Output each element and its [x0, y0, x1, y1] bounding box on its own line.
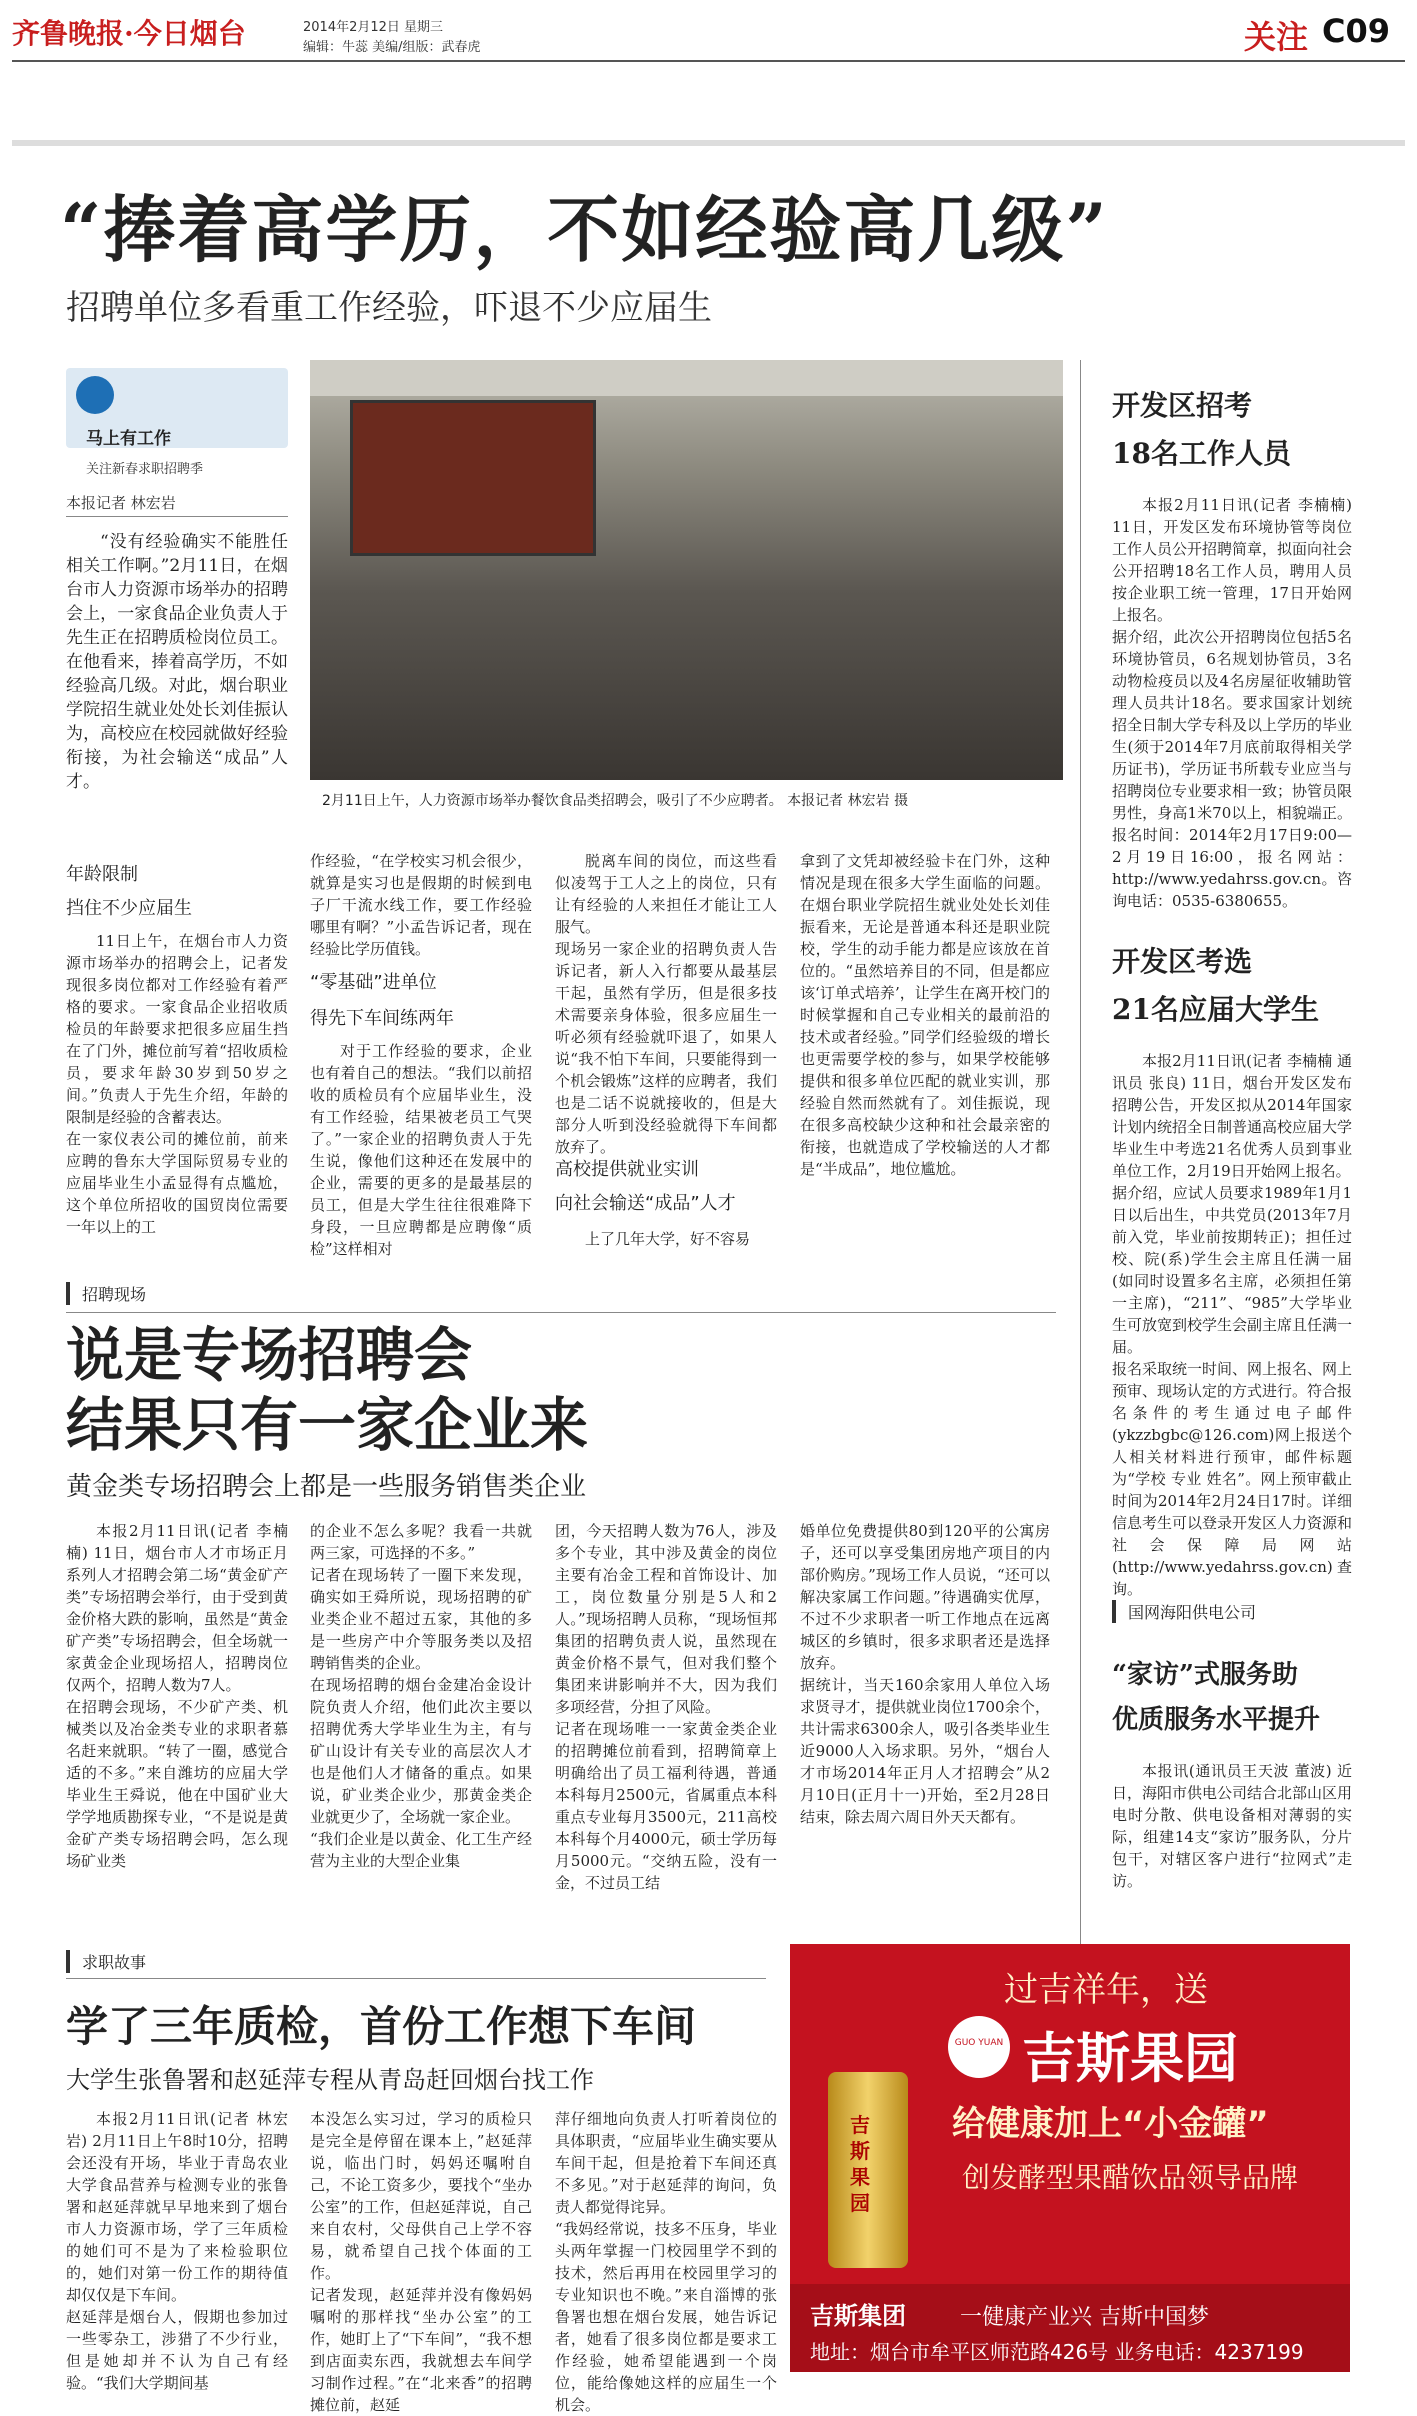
issue-date: 2014年2月12日 星期三	[303, 20, 444, 35]
newspaper-logo: 齐鲁晚报·今日烟台	[12, 17, 246, 50]
body-column-3b: 上了几年大学，好不容易	[585, 1230, 751, 1248]
subhead-zero-line2: 得先下车间练两年	[310, 1008, 454, 1029]
subhead-zero-base	[310, 968, 454, 1030]
section2-headline-line1: 说是专场招聘会	[66, 1321, 473, 1389]
section3-column-3: 萍仔细地向负责人打听着岗位的具体职责，“应届毕业生确实要从车间干起，但是抢着下车间还真不多见。”对于赵延萍的询问，负责人都觉得诧异。 “我妈经常说，技多不压身，毕业头两年掌握一门校园里学不到的技术，然后再用在校园里学习的专业知识也不晚。”来自淄博的张鲁署也想在烟台发展，她告诉记者，她看了很多岗位都是要求工作经验，她希望能遇到一个岗位，能给像她这样的应届生一个机会。	[555, 2110, 777, 2414]
subhead-zero-line1: “零基础”进单位	[310, 972, 437, 993]
header-rule	[12, 60, 1405, 62]
section2-tag-rule	[66, 1312, 1056, 1313]
ad-address: 地址：烟台市牟平区师范路426号 业务电话：4237199	[810, 2340, 1304, 2364]
subhead-age-limit	[66, 860, 192, 920]
body-column-2: 作经验，“在学校实习机会很少，就算是实习也是假期的时候到电子厂干流水线工作，要工作经验哪里有啊？”小孟告诉记者，现在经验比学历值钱。	[310, 852, 532, 958]
ad-top-text: 过吉祥年，送	[1004, 1970, 1208, 2010]
ad-brand-logo	[948, 2016, 1010, 2078]
job-fair-photo	[310, 360, 1063, 780]
right3-headline-line2: 优质服务水平提升	[1112, 1705, 1321, 1735]
ad-tagline: 创发酵型果醋饮品领导品牌	[962, 2161, 1299, 2194]
ad-logo-text: GUO YUAN	[954, 2038, 1004, 2048]
section3-column-2: 本没怎么实习过，学习的质检只是完全是停留在课本上，”赵延萍说，临出门时，妈妈还嘱咐自己，不论工资多少，要找个“坐办公室”的工作，但赵延萍说，自己来自农村，父母供自己上学不容易，就希望自己找个体面的工作。 记者发现，赵延萍并没有像妈妈嘱咐的那样找“坐办公室”的工作，她盯上了“下车间”，“我不想到店面卖东西，我就想去车间学习制作过程。”在“北来香”的招聘摊位前，赵延	[310, 2110, 532, 2414]
right3-tag: 国网海阳供电公司	[1112, 1600, 1256, 1623]
page-number: C09	[1322, 12, 1391, 50]
subhead-training	[555, 1155, 736, 1215]
photo-led-board	[350, 400, 596, 556]
section2-column-4: 婚单位免费提供80到120平的公寓房子，还可以享受集团房地产项目的内部价购房。”现场工作人员说，“还可以解决家属工作问题。”待遇确实优厚，不过不少求职者一听工作地点在远离城区的乡镇时，很多求职者还是选择放弃。 据统计，当天160余家用人单位入场求贤寻才，提供就业岗位1700余个，共计需求6300余人，吸引各类毕业生近9000人入场求职。另外，“烟台人才市场2014年正月人才招聘会”从2月10日(正月十一)开始，至2月28日结束，除去周六周日外天天都有。	[800, 1522, 1050, 1826]
right2-headline	[1112, 940, 1319, 1028]
editor-credits: 编辑：牛蕊 美编/组版：武春虎	[303, 40, 481, 55]
job-season-badge	[66, 368, 288, 448]
section2-tag: 招聘现场	[66, 1282, 146, 1305]
section2-headline	[66, 1320, 588, 1460]
section-name: 关注	[1244, 18, 1309, 56]
badge-title: 马上有工作	[86, 429, 171, 449]
right3-headline	[1112, 1654, 1320, 1736]
photo-ceiling	[310, 360, 1063, 396]
section3-headline: 学了三年质检，首份工作想下车间	[66, 2002, 697, 2051]
section2-column-3: 团，今天招聘人数为76人，涉及多个专业，其中涉及黄金的岗位主要有冶金工程和首饰设计、加工，岗位数量分别是5人和2人。”现场招聘人员称，“现场恒邦集团的招聘负责人说，虽然现在黄金价格不景气，但对我们整个集团来讲影响并不大，因为我们多项经营，分担了风险。 记者在现场唯一一家黄金类企业的招聘摊位前看到，招聘简章上明确给出了员工福利待遇，普通本科每月2500元，省属重点本科重点专业每月3500元，211高校本科每个月4000元，硕士学历每月5000元。“交纳五险，没有一金，不过员工结	[555, 1522, 777, 1892]
ad-can-label: 吉斯果园	[850, 2113, 870, 2215]
subhead-age-line2: 挡住不少应届生	[66, 898, 192, 919]
right3-headline-line1: “家访”式服务助	[1112, 1660, 1298, 1690]
right1-text: 本报2月11日讯(记者 李楠楠) 11日，开发区发布环境协管等岗位工作人员公开招聘简章，拟面向社会公开招聘18名工作人员，聘用人员按企业职工统一管理，17日开始网上报名。 据介绍，此次公开招聘岗位包括5名环境协管员，6名规划协管员，3名动物检疫员以及4名房屋征收辅助管理人员共计18名。要求国家计划统招全日制大学专科及以上学历的毕业生(须于2014年7月底前取得相关学历证书)，学历证书所载专业应当与招聘岗位专业要求相一致；协管员限男性，身高1米70以上，相貌端正。报名时间：2014年2月17日9:00—2月19日16:00，报名网站：http://www.yedahrss.gov.cn。咨询电话：0535-6380655。	[1112, 496, 1353, 910]
ad-group-name: 吉斯集团	[810, 2302, 906, 2330]
right-column-divider	[1080, 360, 1081, 2060]
right3-text: 本报讯(通讯员王天波 董波) 近日，海阳市供电公司结合北部山区用电时分散、供电设备相对薄弱的实际，组建14支“家访”服务队，分片包干，对辖区客户进行“拉网式”走访。	[1112, 1762, 1353, 1890]
ad-slogan: 给健康加上“小金罐”	[952, 2104, 1269, 2144]
main-headline: “捧着高学历，不如经验高几级”	[60, 187, 1109, 272]
section2-column-1: 本报2月11日讯(记者 李楠楠) 11日，烟台市人才市场正月系列人才招聘会第二场“黄金矿产类”专场招聘会举行，由于受到黄金价格大跌的影响，虽然是“黄金矿产类”专场招聘会，但全场就一家黄金企业现场招人，招聘岗位仅两个，招聘人数为7人。 在招聘会现场，不少矿产类、机械类以及冶金类专业的求职者慕名赶来就职。“转了一圈，感觉合适的不多。”来自潍坊的应届大学毕业生王舜说，他在中国矿业大学学地质勘探专业，“不是说是黄金矿产类专场招聘会吗，怎么现场矿业类	[66, 1522, 288, 1870]
header-shadow-rule	[12, 140, 1405, 146]
body-column-3: 脱离车间的岗位，而这些看似凌驾于工人之上的岗位，只有让有经验的人来担任才能让工人服气。 现场另一家企业的招聘负责人告诉记者，新人入行都要从最基层干起，虽然有学历，但是很多技术需要亲身体验，很多应届生一听必须有经验就吓退了，如果人说“我不怕下车间，只要能得到一个机会锻炼”这样的应聘者，我们也是二话不说就接收的，但是大部分人听到没经验就得下车间都放弃了。	[555, 852, 777, 1156]
section3-tag-rule	[66, 1978, 766, 1979]
section3-column-1: 本报2月11日讯(记者 林宏岩) 2月11日上午8时10分，招聘会还没有开场，毕业于青岛农业大学食品营养与检测专业的张鲁署和赵延萍就早早地来到了烟台市人力资源市场，学了三年质检的她们可不是为了来检验职位的，她们对第一份工作的期待值却仅仅是下车间。 赵延萍是烟台人，假期也参加过一些零杂工，涉猎了不少行业，但是她却并不认为自己有经验。“我们大学期间基	[66, 2110, 288, 2392]
right1-headline-line2: 18名工作人员	[1112, 437, 1291, 470]
lead-paragraph: “没有经验确实不能胜任相关工作啊。”2月11日，在烟台市人力资源市场举办的招聘会上，一家食品企业负责人于先生正在招聘质检岗位员工。在他看来，捧着高学历，不如经验高几级。对此，烟台职业学院招生就业处处长刘佳振认为，高校应在校园就做好经验衔接，为社会输送“成品”人才。	[66, 532, 288, 792]
lead-byline: 本报记者 林宏岩	[66, 494, 176, 512]
section3-subheadline: 大学生张鲁署和赵延萍专程从青岛赶回烟台找工作	[66, 2066, 594, 2094]
ad-motto: 一健康产业兴 吉斯中国梦	[960, 2305, 1209, 2330]
body-column-2b: 对于工作经验的要求，企业也有着自己的想法。“我们以前招收的质检员有个应届毕业生，没有工作经验，结果被老员工气哭了。”一家企业的招聘负责人于先生说，像他们这种还在发展中的企业，需要的更多的是最基层的员工，但是大学生往往很难降下身段，一旦应聘都是应聘像“质检”这样相对	[310, 1042, 532, 1258]
right1-headline-line1: 开发区招考	[1112, 389, 1253, 422]
advertisement[interactable]	[790, 1944, 1350, 2372]
body-column-1: 11日上午，在烟台市人力资源市场举办的招聘会上，记者发现很多岗位都对工作经验有着严格的要求。一家食品企业招收质检员的年龄要求把很多应届生挡在了门外，摊位前写着“招收质检员，要求年龄30岁到50岁之间。”负责人于先生介绍，年龄的限制是经验的含蓄表达。 在一家仪表公司的摊位前，前来应聘的鲁东大学国际贸易专业的应届毕业生小孟显得有点尴尬，这个单位所招收的国贸岗位需要一年以上的工	[66, 932, 288, 1236]
right2-headline-line2: 21名应届大学生	[1112, 993, 1319, 1026]
lead-divider	[66, 516, 288, 517]
ad-product-can	[828, 2072, 908, 2268]
person-icon	[76, 376, 114, 414]
ad-brand-name: 吉斯果园	[1022, 2027, 1238, 2090]
subhead-training-line1: 高校提供就业实训	[555, 1159, 699, 1180]
section2-subheadline: 黄金类专场招聘会上都是一些服务销售类企业	[66, 1472, 587, 1502]
section3-tag: 求职故事	[66, 1950, 146, 1973]
photo-caption: 2月11日上午，人力资源市场举办餐饮食品类招聘会，吸引了不少应聘者。 本报记者 林宏岩 摄	[322, 793, 909, 809]
section2-column-2: 的企业不怎么多呢？我看一共就两三家，可选择的不多。” 记者在现场转了一圈下来发现，确实如王舜所说，现场招聘的矿业类企业不超过五家，其他的多是一些房产中介等服务类以及招聘销售类的企业。 在现场招聘的烟台金建冶金设计院负责人介绍，他们此次主要以招聘优秀大学毕业生为主，有与矿山设计有关专业的高层次人才也是他们人才储备的重点。如果说，矿业类企业少，那黄金类企业就更少了，全场就一家企业。 “我们企业是以黄金、化工生产经营为主业的大型企业集	[310, 1522, 532, 1870]
section2-headline-line2: 结果只有一家企业来	[66, 1391, 589, 1459]
main-subheadline: 招聘单位多看重工作经验，吓退不少应届生	[66, 288, 712, 328]
right1-headline	[1112, 384, 1291, 472]
right2-text: 本报2月11日讯(记者 李楠楠 通讯员 张良) 11日，烟台开发区发布招聘公告，开发区拟从2014年国家计划内统招全日制普通高校应届大学毕业生中考选21名优秀人员到事业单位工作，2月19日开始网上报名。 据介绍，应试人员要求1989年1月1日以后出生，中共党员(2013年7月前入党，毕业前按期转正)；担任过校、院(系)学生会主席且任满一届(如同时设置多名主席，必须担任第一主席)，“211”、“985”大学毕业生可放宽到校学生会副主席且任满一届。 报名采取统一时间、网上报名、网上预审、现场认定的方式进行。符合报名条件的考生通过电子邮件(ykzzbgbc@126.com)网上报送个人相关材料进行预审，邮件标题为“学校 专业 姓名”。网上预审截止时间为2014年2月24日17时。详细信息考生可以登录开发区人力资源和社会保障局网站(http://www.yedahrss.gov.cn)查询。	[1112, 1052, 1353, 1598]
body-column-4: 拿到了文凭却被经验卡在门外，这种情况是现在很多大学生面临的问题。在烟台职业学院招生就业处处长刘佳振看来，无论是普通本科还是职业院校，学生的动手能力都是应该放在首位的。“虽然培养目的不同，但是都应该‘订单式培养’，让学生在离开校门的时候掌握和自己专业相关的最前沿的技术或者经验。”同学们经验级的增长也更需要学校的参与，如果学校能够提供和很多单位匹配的就业实训，那经验自然而然就有了。刘佳振说，现在很多高校缺少这种和社会最亲密的衔接，也就造成了学校输送的人才都是“半成品”，地位尴尬。	[800, 852, 1050, 1178]
subhead-age-line1: 年龄限制	[66, 864, 138, 885]
right2-headline-line1: 开发区考选	[1112, 945, 1253, 978]
subhead-training-line2: 向社会输送“成品”人才	[555, 1193, 736, 1214]
badge-subtitle: 关注新春求职招聘季	[86, 462, 204, 477]
